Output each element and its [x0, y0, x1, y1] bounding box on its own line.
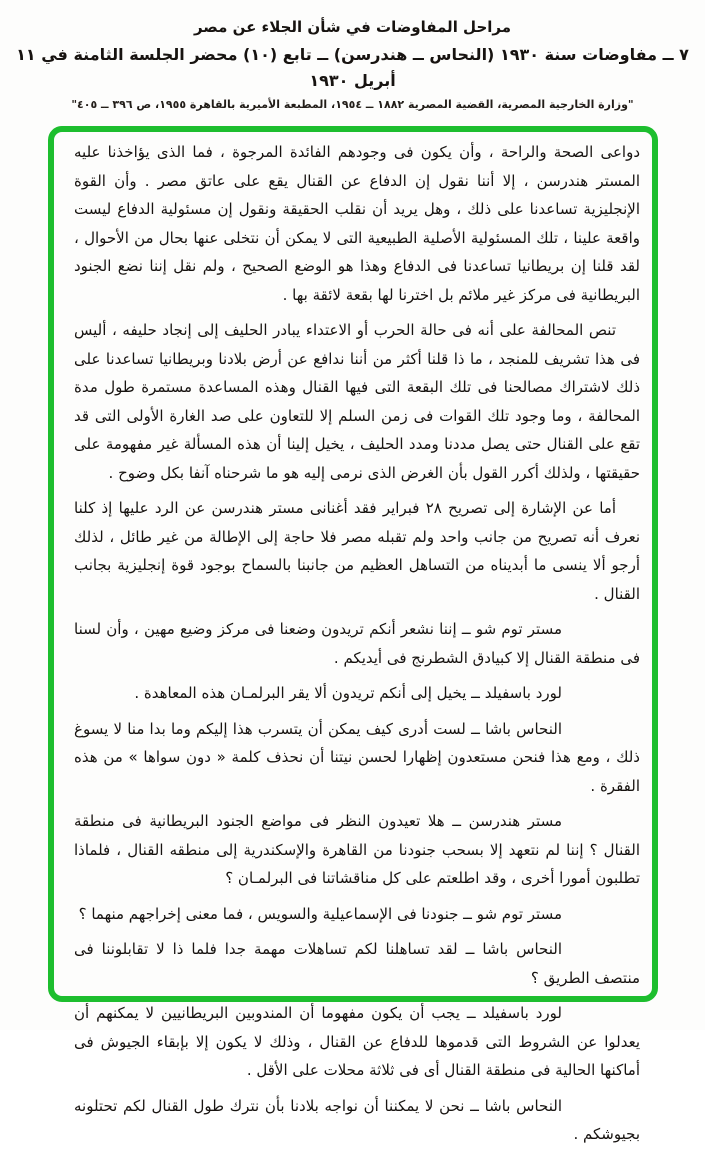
dialogue-nahhas-2: النحاس باشا ــ لقد تساهلنا لكم تساهلات مهمة جدا فلما ذا لا تقابلوننا فى منتصف الطريق ؟: [74, 940, 640, 987]
highlighted-text-box: [48, 126, 658, 1143]
page-subtitle: ٧ ــ مفاوضات سنة ١٩٣٠ (النحاس ــ هندرسن) ــ تابع (١٠) محضر الجلسة الثامنة في ١١ أبريل ١٩٣٠: [16, 45, 689, 90]
page-title: مراحل المفاوضات في شأن الجلاء عن مصر: [193, 18, 512, 36]
dialogue-henderson: مستر هندرسن ــ هلا تعيدون النظر فى مواضع الجنود البريطانية فى منطقة القنال ؟ إننا لم نتعهد إلا بسحب جنودنا من القاهرة والإسكندرية إلى منطقه القنال ، فلماذا تطلبون أمورا أخرى ، وقد اطلعتم على كل مناقشاتنا فى البرلمـان ؟: [74, 812, 640, 887]
dialogue-tom-shaw-2: مستر توم شو ــ جنودنا فى الإسماعيلية والسويس ، فما معنى إخراجهم منهما ؟: [78, 904, 562, 923]
dialogue-nahhas-3: النحاس باشا ــ نحن لا يمكننا أن نواجه بلادنا بأن نترك طول القنال لكم تحتلونه بجيوشكم .: [74, 1096, 640, 1143]
paragraph-declaration: أما عن الإشارة إلى تصريح ٢٨ فبراير فقد أغنانى مستر هندرسن عن الرد عليها إذ كلنا نعرف أنه تصريح من جانب واحد ولم تقبله مصر فلا حاجة إلى الإطالة من غير طائل ، لذلك أرجو ألا ينسى ما أبديناه من التساهل العظيم من جانبنا بالسماح بوجود قوة إنجليزية بجانب القنال .: [74, 499, 640, 603]
source-citation: "وزارة الخارجية المصرية، القضية المصرية ١٨٨٢ ــ ١٩٥٤، المطبعة الأميرية بالقاهرة ١٩٥٥، ص ٣٩٦ ــ ٤٠٥": [71, 98, 634, 111]
dialogue-tom-shaw-1: مستر توم شو ــ إننا نشعر أنكم تريدون وضعنا فى مركز وضيع مهين ، وأن لسنا فى منطقة القنال إلا كبيادق الشطرنج فى أيديكم .: [74, 620, 640, 667]
paragraph-treaty: تنص المحالفة على أنه فى حالة الحرب أو الاعتداء يبادر الحليف إلى إنجاد حليفه ، أليس فى هذا تشريف للمنجد ، ما ذا قلنا أكثر من أننا ندافع عن أرض بلادنا وبريطانيا تساعدنا على ذلك لاشتراك مصالحنا فى تلك البقعة التى فيها القنال وهذه المساعدة مستمرة طول مدة المحالفة ، وما وجود تلك القوات فى زمن السلم إلا للتعاون على صد الغارة الأولى التى قد تقع على القنال حتى يصل مددنا ومدد الحليف ، يخيل إلينا أن هذه المسألة غير مفهومة على حقيقتها ، ولذلك أكرر القول بأن الغرض الذى نرمى إليه هو ما شرحناه آنفا بكل وضوح .: [74, 321, 640, 482]
dialogue-passfield-2: لورد باسفيلد ــ يجب أن يكون مفهوما أن المندوبين البريطانيين لا يمكنهم أن يعدلوا عن الشروط التى قدموها للدفاع عن القنال ، وذلك لا يكون إلا بإبقاء الجيوش فى أماكنها الحالية فى منطقة القنال أى فى ثلاثة محلات على الأقل .: [74, 1004, 640, 1079]
dialogue-nahhas-1: النحاس باشا ــ لست أدرى كيف يمكن أن يتسرب هذا إليكم وما بدا منا لا يسوغ ذلك ، ومع هذا فنحن مستعدون إظهارا لحسن نيتنا أن نحذف كلمة « دون سواها » من هذه الفقرة .: [74, 719, 640, 795]
paragraph-continuation: دواعى الصحة والراحة ، وأن يكون فى وجودهم الفائدة المرجوة ، فما الذى يؤاخذنا عليه المستر هندرسن ، إلا أننا نقول إن الدفاع عن القنال يقع على عاتق مصر . وأن القوة الإنجليزية تساعدنا على ذلك ، وهل يريد أن نقلب الحقيقة ونقول إن مسئولية الدفاع ليست واقعة علينا ، تلك المسئولية الأصلية الطبيعية التى لا يمكن أن نتخلى عنها بحال من الأحوال ، لقد قلنا إن بريطانيا تساعدنا فى الدفاع وهذا هو الوضع الصحيح ، ولم نقل إننا نضع الجنود البريطانية فى مركز غير ملائم بل اخترنا لها بقعة لائقة بها .: [74, 143, 640, 304]
dialogue-passfield-1: لورد باسفيلد ــ يخيل إلى أنكم تريدون ألا يقر البرلمـان هذه المعاهدة .: [134, 684, 562, 702]
page-header: [0, 0, 705, 113]
